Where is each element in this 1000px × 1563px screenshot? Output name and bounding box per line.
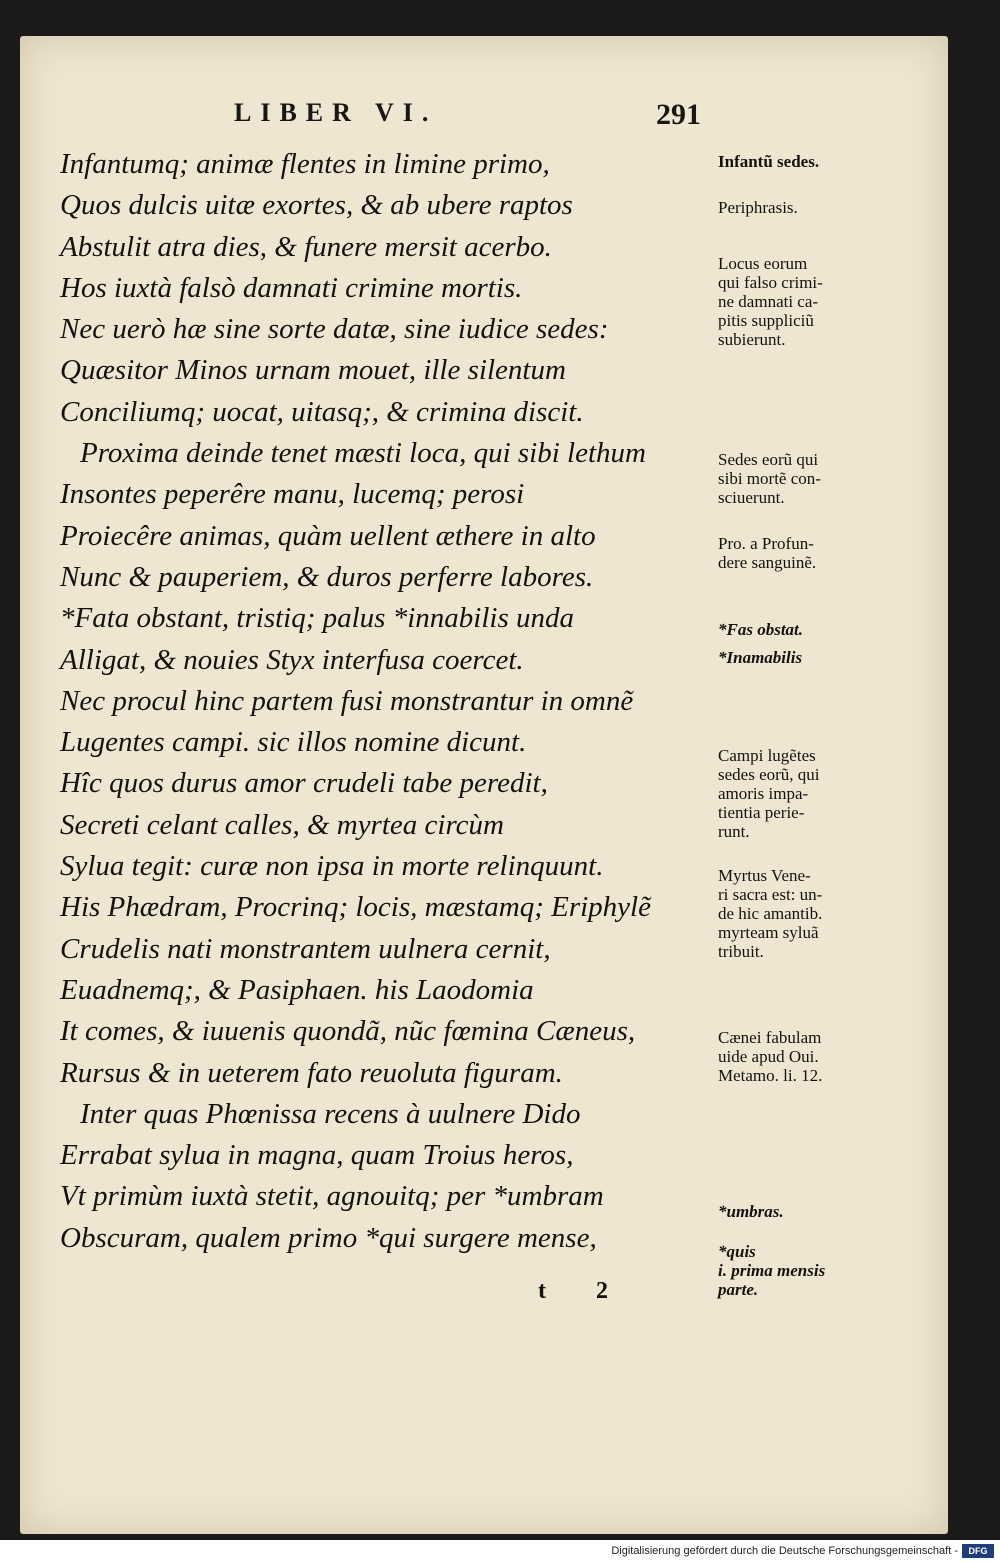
verse-line: Sylua tegit: curæ non ipsa in morte relinquunt. [60, 850, 604, 883]
verse-line: Insontes peperêre manu, lucemq; perosi [60, 478, 525, 511]
marginal-note: Periphrasis. [718, 198, 798, 217]
marginal-note: Myrtus Vene- ri sacra est: un- de hic amantib. myrteam syluã tribuit. [718, 866, 823, 961]
verse-line: Conciliumq; uocat, uitasq;, & crimina discit. [60, 395, 584, 428]
funding-credit: Digitalisierung gefördert durch die Deutsche Forschungsgemeinschaft - [611, 1545, 958, 1557]
marginal-note: Campi lugẽtes sedes eorũ, qui amoris impa- tientia perie- runt. [718, 746, 820, 841]
verse-line: Euadnemq;, & Pasiphaen. his Laodomia [60, 973, 534, 1006]
verse-line: Proxima deinde tenet mæsti loca, qui sibi lethum [80, 437, 646, 470]
marginal-note: *Fas obstat. [718, 620, 804, 639]
verse-line: Secreti celant calles, & myrtea circùm [60, 808, 504, 841]
verse-line: Infantumq; animæ flentes in limine primo, [60, 148, 550, 180]
verse-line: Errabat sylua in magna, quam Troius heros, [60, 1139, 574, 1172]
marginal-note: *Inamabilis [718, 648, 803, 667]
verse-line: It comes, & iuuenis quondã, nũc fœmina Cæneus, [60, 1015, 636, 1048]
verse-line: Hos iuxtà falsò damnati crimine mortis. [60, 271, 523, 304]
digitization-footer [0, 1540, 1000, 1563]
verse-line: Alligat, & nouies Styx interfusa coercet. [60, 643, 524, 676]
dfg-logo-icon: DFG [962, 1544, 994, 1558]
verse-line: *Fata obstant, tristiq; palus *innabilis unda [60, 602, 574, 635]
folio-number: 291 [656, 98, 701, 131]
marginal-notes [718, 0, 888, 1400]
signature-mark: t 2 [538, 1278, 630, 1304]
verse-line: Nunc & pauperiem, & duros perferre labores. [60, 560, 594, 593]
verse-line: Inter quas Phœnissa recens à uulnere Dido [80, 1097, 581, 1130]
marginal-note: Infantũ sedes. [718, 152, 820, 171]
verse-block [60, 144, 710, 1259]
marginal-note: Pro. a Profun- dere sanguinẽ. [718, 534, 817, 572]
verse-line: Obscuram, qualem primo *qui surgere mense, [60, 1221, 597, 1254]
marginal-note: Sedes eorũ qui sibi mortẽ con- sciuerunt. [718, 450, 821, 507]
verse-line: Nec uerò hæ sine sorte datæ, sine iudice sedes: [60, 313, 609, 346]
verse-line: Lugentes campi. sic illos nomine dicunt. [60, 726, 527, 759]
marginal-note: *umbras. [718, 1202, 784, 1221]
verse-line: Rursus & in ueterem fato reuoluta figuram. [60, 1056, 563, 1089]
verse-line: Quos dulcis uitæ exortes, & ab ubere raptos [60, 189, 573, 222]
marginal-note: Locus eorum qui falso crimi- ne damnati ca- pitis suppliciũ subierunt. [718, 254, 823, 349]
verse-line: His Phædram, Procrinq; locis, mæstamq; Eriphylẽ [60, 891, 651, 924]
verse-line: Abstulit atra dies, & funere mersit acerbo. [60, 230, 552, 263]
verse-line: Quæsitor Minos urnam mouet, ille silentum [60, 354, 566, 387]
verse-line: Vt primùm iuxtà stetit, agnouitq; per *umbram [60, 1180, 604, 1213]
running-title: LIBER VI. [234, 98, 438, 127]
verse-line: Proiecêre animas, quàm uellent æthere in alto [60, 519, 596, 552]
verse-line: Nec procul hinc partem fusi monstrantur in omnẽ [60, 684, 634, 717]
verse-line: Hîc quos durus amor crudeli tabe peredit, [60, 767, 548, 800]
marginal-note: *quis i. prima mensis parte. [718, 1242, 826, 1299]
marginal-note: Cænei fabulam uide apud Oui. Metamo. li. 12. [718, 1028, 823, 1085]
verse-line: Crudelis nati monstrantem uulnera cernit, [60, 932, 551, 965]
running-head [228, 96, 701, 136]
